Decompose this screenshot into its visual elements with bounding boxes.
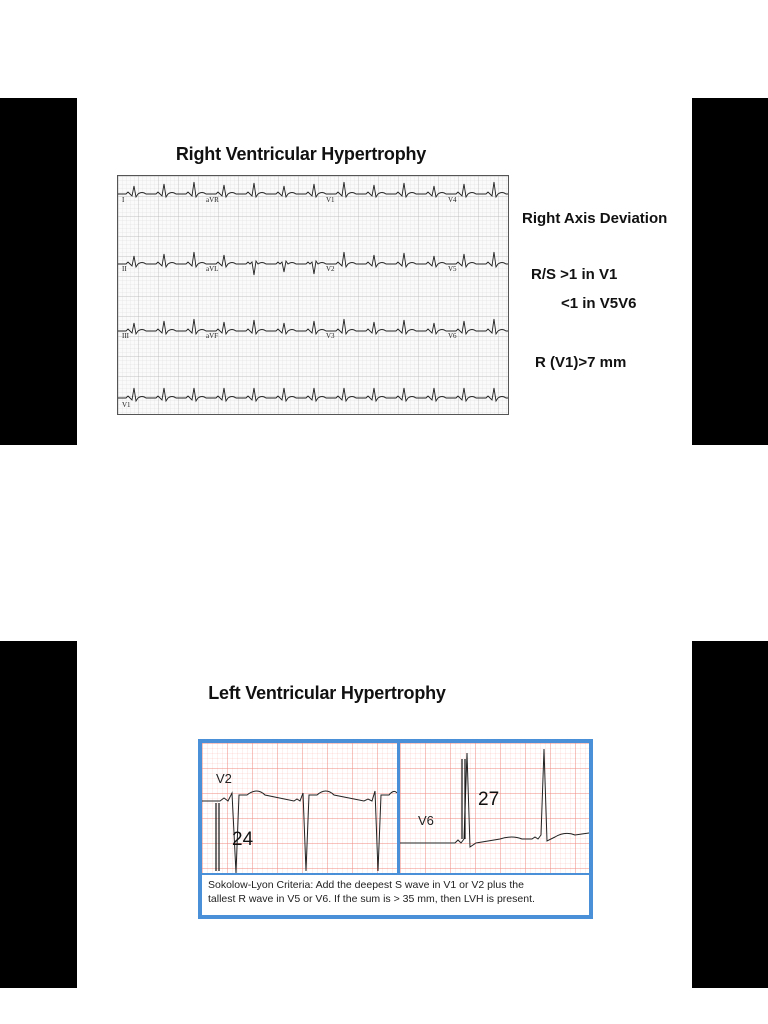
slide-title: Right Ventricular Hypertrophy <box>175 144 427 164</box>
lead-label: aVF <box>206 332 219 340</box>
lead-label: V1 <box>122 401 131 409</box>
sokolow-lyon-caption <box>202 875 589 915</box>
lead-label: II <box>122 265 127 273</box>
caption-line: Sokolow-Lyon Criteria: Add the deepest S wave in V1 or V2 plus the <box>208 879 524 891</box>
criteria-axis: Right Axis Deviation <box>522 210 668 227</box>
lead-label: V2 <box>326 265 335 273</box>
criteria-rs-v5v6: <1 in V5V6 <box>561 295 637 312</box>
letterbox-left <box>0 641 77 988</box>
slide-title: Left Ventricular Hypertrophy <box>208 683 446 703</box>
slide-canvas <box>77 641 692 988</box>
criteria-r-v1: R (V1)>7 mm <box>535 354 627 371</box>
ecg-v6-panel <box>400 743 589 873</box>
lead-label: I <box>122 196 125 204</box>
lead-label: aVL <box>206 265 219 273</box>
r-wave-value: 27 <box>478 789 500 810</box>
letterbox-right <box>692 641 768 988</box>
ecg-strip-svg <box>118 176 508 414</box>
lead-label: III <box>122 332 129 340</box>
s-wave-value: 24 <box>232 829 254 850</box>
lead-label-v6: V6 <box>418 813 434 828</box>
letterbox-right <box>692 98 768 445</box>
slide-canvas <box>77 98 692 445</box>
letterbox-left <box>0 98 77 445</box>
caption-line: tallest R wave in V5 or V6. If the sum is > 35 mm, then LVH is present. <box>208 893 535 905</box>
lead-label: V5 <box>448 265 457 273</box>
twelve-lead-ecg <box>117 175 509 415</box>
sokolow-lyon-figure <box>198 739 593 919</box>
lead-label: V1 <box>326 196 335 204</box>
lead-label: V4 <box>448 196 457 204</box>
lead-label: V3 <box>326 332 335 340</box>
lead-label: aVR <box>206 196 219 204</box>
lead-label-v2: V2 <box>216 771 232 786</box>
lead-label: V6 <box>448 332 457 340</box>
slide-rvh <box>0 98 768 445</box>
ecg-v2-panel <box>202 743 397 873</box>
slide-lvh <box>0 641 768 988</box>
criteria-rs-v1: R/S >1 in V1 <box>531 266 618 283</box>
